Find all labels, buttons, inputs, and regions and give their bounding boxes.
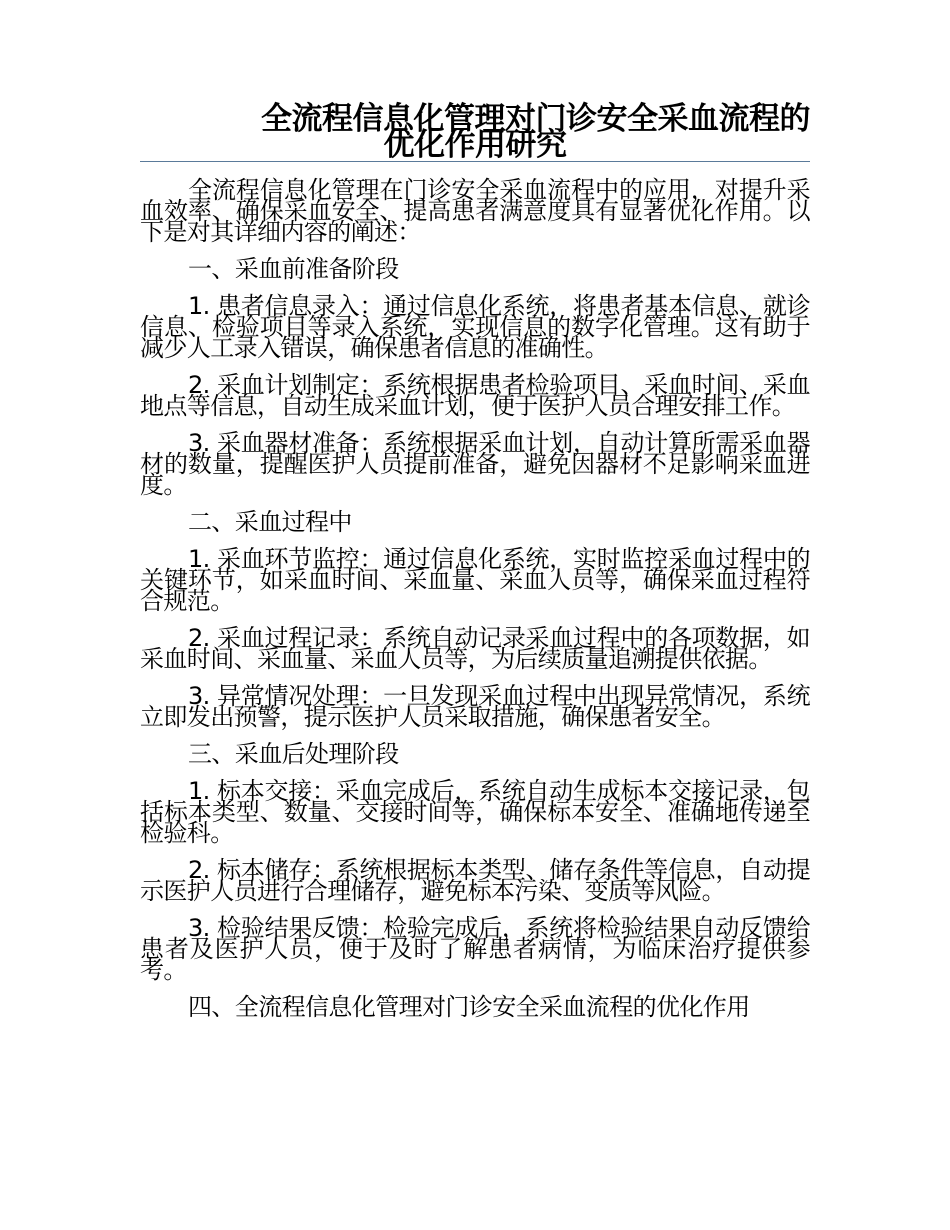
section-1-item-1: 1. 患者信息录入：通过信息化系统，将患者基本信息、就诊信息、检验项目等录入系统，实现信息的数字化管理。这有助于减少人工录入错误，确保患者信息的准确性。	[140, 292, 810, 362]
section-3-item-2: 2. 标本储存：系统根据标本类型、储存条件等信息，自动提示医护人员进行合理储存，避免标本污染、变质等风险。	[140, 856, 810, 905]
section-2-item-1: 1. 采血环节监控：通过信息化系统，实时监控采血过程中的关键环节，如采血时间、采血量、采血人员等，确保采血过程符合规范。	[140, 545, 810, 615]
section-2-item-3: 3. 异常情况处理：一旦发现采血过程中出现异常情况，系统立即发出预警，提示医护人员采取措施，确保患者安全。	[140, 682, 810, 731]
section-3-item-1: 1. 标本交接：采血完成后，系统自动生成标本交接记录，包括标本类型、数量、交接时间等，确保标本安全、准确地传递至检验科。	[140, 777, 810, 847]
title-divider	[140, 161, 810, 162]
document-body	[140, 176, 810, 1034]
section-3-item-3: 3. 检验结果反馈：检验完成后，系统将检验结果自动反馈给患者及医护人员，便于及时了解患者病情，为临床治疗提供参考。	[140, 914, 810, 984]
section-heading-4: 四、全流程信息化管理对门诊安全采血流程的优化作用	[188, 993, 750, 1021]
section-heading-3: 三、采血后处理阶段	[188, 740, 399, 768]
title-line-2: 优化作用研究	[383, 127, 567, 163]
section-heading-2: 二、采血过程中	[188, 508, 352, 536]
document-title	[140, 101, 810, 163]
section-heading-1: 一、采血前准备阶段	[188, 255, 399, 283]
section-1-item-3: 3. 采血器材准备：系统根据采血计划，自动计算所需采血器材的数量，提醒医护人员提前准备，避免因器材不足影响采血进度。	[140, 429, 810, 499]
intro-paragraph: 全流程信息化管理在门诊安全采血流程中的应用，对提升采血效率、确保采血安全、提高患者满意度具有显著优化作用。以下是对其详细内容的阐述：	[140, 176, 810, 246]
section-1-item-2: 2. 采血计划制定：系统根据患者检验项目、采血时间、采血地点等信息，自动生成采血计划，便于医护人员合理安排工作。	[140, 371, 810, 420]
title-line-1: 全流程信息化管理对门诊安全采血流程的	[261, 101, 810, 137]
section-2-item-2: 2. 采血过程记录：系统自动记录采血过程中的各项数据，如采血时间、采血量、采血人员等，为后续质量追溯提供依据。	[140, 624, 810, 673]
